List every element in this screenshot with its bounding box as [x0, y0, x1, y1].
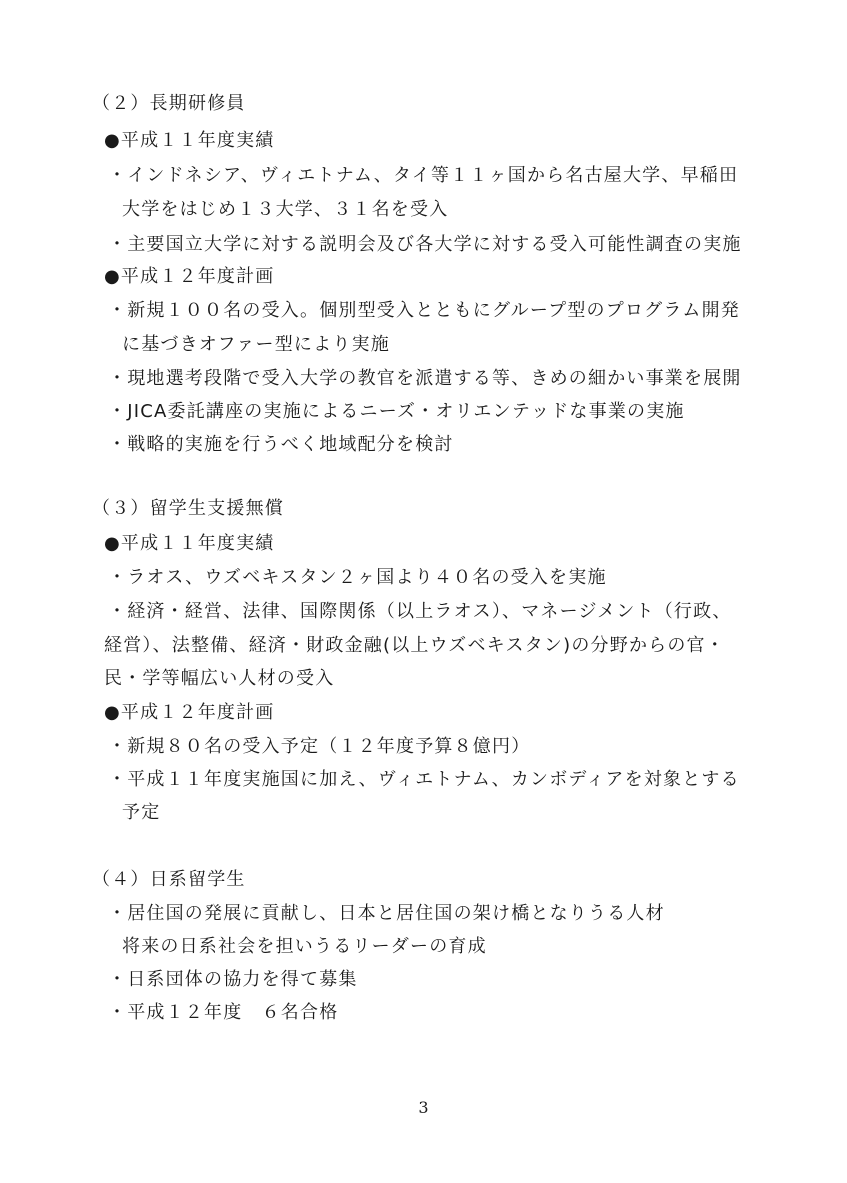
- bullet-item: ・平成１１年度実施国に加え、ヴィエトナム、カンボディアを対象とする: [108, 769, 740, 790]
- bullet-continuation: 経営）、法整備、経済・財政金融(以上ウズベキスタン)の分野からの官・: [104, 635, 725, 656]
- section-heading-long-term-trainees: （２）長期研修員: [92, 93, 246, 114]
- subheading-fy12-plan: ●平成１２年度計画: [104, 266, 275, 287]
- bullet-continuation: 大学をはじめ１３大学、３１名を受入: [122, 199, 449, 220]
- section-heading-scholarship-grant-aid: （３）留学生支援無償: [92, 498, 284, 519]
- bullet-item: ・主要国立大学に対する説明会及び各大学に対する受入可能性調査の実施: [108, 234, 742, 255]
- bullet-item: ・日系団体の協力を得て募集: [108, 969, 358, 990]
- subheading-fy12-plan: ●平成１２年度計画: [104, 702, 275, 723]
- bullet-item: ・新規８０名の受入予定（１２年度予算８億円）: [108, 736, 531, 757]
- subheading-fy11-results: ●平成１１年度実績: [104, 130, 275, 151]
- bullet-continuation: に基づきオファー型により実施: [122, 334, 390, 355]
- bullet-item: ・インドネシア、ヴィエトナム、タイ等１１ヶ国から名古屋大学、早稲田: [108, 165, 739, 186]
- subheading-fy11-results: ●平成１１年度実績: [104, 533, 275, 554]
- bullet-item: ・ラオス、ウズベキスタン２ヶ国より４０名の受入を実施: [108, 567, 607, 588]
- bullet-item: ・新規１００名の受入。個別型受入とともにグループ型のプログラム開発: [108, 300, 740, 321]
- bullet-continuation: 将来の日系社会を担いうるリーダーの育成: [122, 936, 487, 957]
- bullet-item: ・経済・経営、法律、国際関係（以上ラオス）、マネージメント（行政、: [108, 601, 732, 622]
- bullet-item: ・現地選考段階で受入大学の教官を派遣する等、きめの細かい事業を展開: [108, 368, 742, 389]
- bullet-continuation: 予定: [122, 802, 161, 823]
- section-heading-nikkei-students: （４）日系留学生: [92, 869, 246, 890]
- bullet-item: ・戦略的実施を行うべく地域配分を検討: [108, 434, 454, 455]
- bullet-item: ・平成１２年度 ６名合格: [108, 1002, 339, 1023]
- bullet-item: ・居住国の発展に貢献し、日本と居住国の架け橋となりうる人材: [108, 903, 665, 924]
- bullet-item: ・JICA委託講座の実施によるニーズ・オリエンテッドな事業の実施: [108, 401, 685, 422]
- bullet-continuation: 民・学等幅広い人材の受入: [104, 668, 335, 689]
- page-number: 3: [418, 1098, 429, 1117]
